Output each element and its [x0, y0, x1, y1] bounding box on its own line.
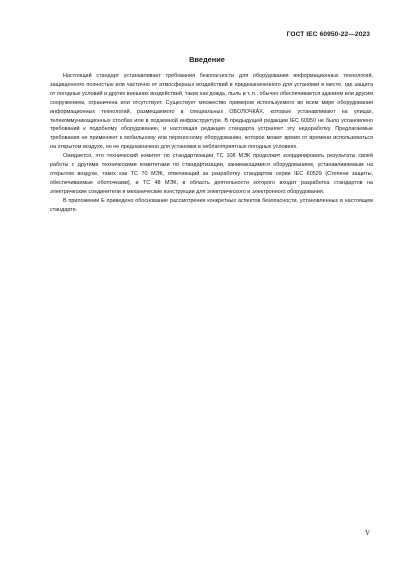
page-number: V	[364, 529, 370, 537]
section-title: Введение	[189, 55, 225, 64]
document-body	[50, 72, 373, 215]
document-code: ГОСТ IEC 60950-22—2023	[286, 31, 370, 38]
paragraph-1: Настоящий стандарт устанавливает требования безопасности для оборудования информационных технологий, защищенного полностью или частично от атмосферных воздействий в предназначенного для установки в месте, где защита от погодных условий и других внешних воздействий, таких как дождь, пыль и т. п., обычно обеспечивается зданием или другим сооружением, ограничена или отсутствует. Существует множество примеров используемого во всем мире оборудования информационных технологий, размещаемого в специальных ОБОЛОЧКАХ, которые устанавливают на улицах, телекоммуникационных столбах или в подземной инфраструктуре. В предыдущей редакции IEC 60950 не было установлено требований к подобному оборудованию, и настоящая редакция стандарта устраняет эту недоработку. Предлагаемые требования не применяют к мобильному или переносному оборудованию, которое может время от времени использоваться на открытом воздухе, но не предназначено для установки в неблагоприятных погодных условиях.	[50, 73, 373, 151]
paragraph-3: В приложении Е приведено обоснование рассмотрения конкретных аспектов безопасности, установленных в настоящем стандарте.	[50, 197, 373, 213]
paragraph-2: Ожидается, что технический комитет по стандартизации ТС 108 МЭК продолжит координировать результаты своей работы с другими техническими комитетами по стандартизации, занимающимися оборудованием, устанавливаемым на открытом воздухе, таких как ТС 70 МЭК, отвечающий за разработку стандартов серии IEC 60529 (Степени защиты, обеспечиваемые оболочками), и ТС 48 МЭК, в область деятельности которого входит разработка стандартов на электрические соединители и механические конструкции для электрического и электронного оборудования.	[50, 153, 373, 195]
